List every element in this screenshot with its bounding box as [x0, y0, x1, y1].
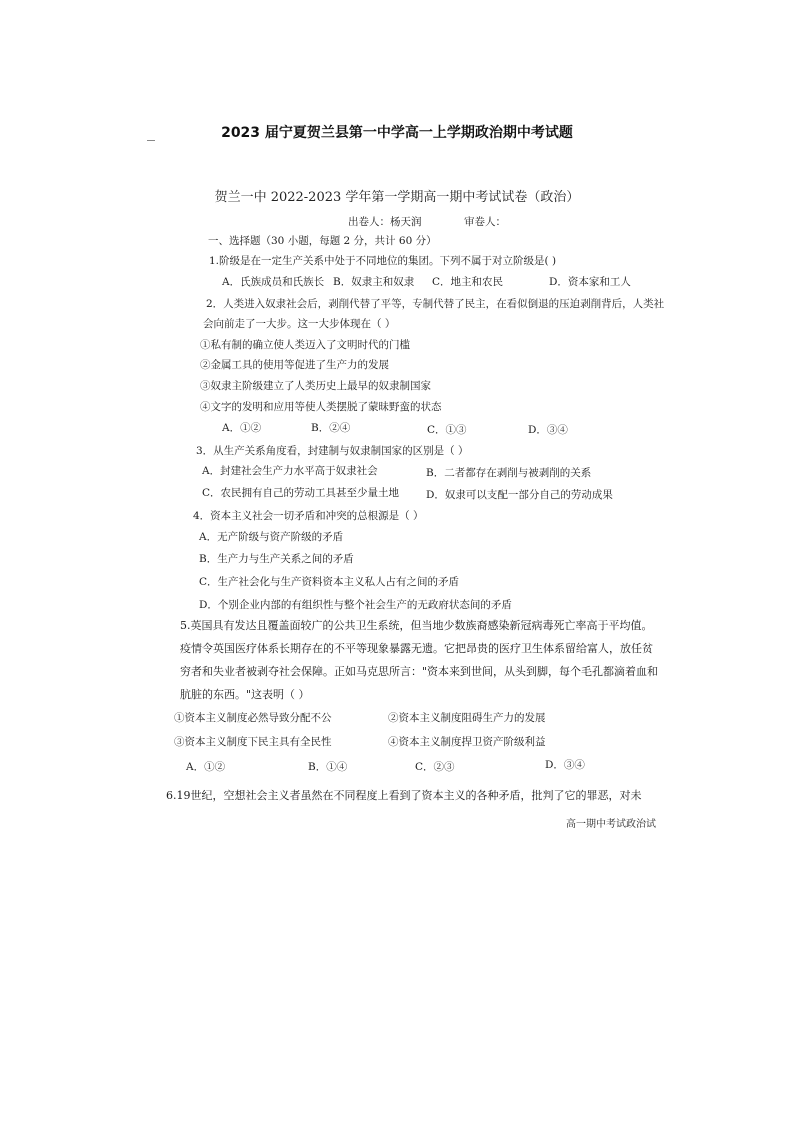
q2-statement-1: ①私有制的确立使人类迈入了文明时代的门槛 [200, 339, 410, 351]
q5-statement-1: ①资本主义制度必然导致分配不公 [174, 712, 332, 724]
q2-option-c: C．①③ [427, 424, 467, 436]
q5-option-d: D．③④ [545, 759, 585, 771]
q2-option-d: D．③④ [528, 424, 568, 436]
question-3-stem: 3．从生产关系角度看，封建制与奴隶制国家的区别是（ ） [196, 445, 469, 457]
section-heading: 一、选择题（30 小题，每题 2 分，共计 60 分） [208, 235, 437, 247]
question-5-stem-line3: 穷者和失业者被剥夺社会保障。正如马克思所言："资本来到世间，从头到脚，每个毛孔都滴着血和 [180, 665, 659, 678]
q4-option-d: D．个别企业内部的有组织性与整个社会生产的无政府状态间的矛盾 [199, 599, 512, 611]
q4-option-b: B．生产力与生产关系之间的矛盾 [199, 553, 354, 565]
q5-option-b: B．①④ [308, 761, 348, 773]
q2-option-a: A．①② [222, 422, 262, 434]
q4-option-a: A．无产阶级与资产阶级的矛盾 [199, 531, 344, 543]
q5-option-c: C．②③ [415, 761, 455, 773]
question-5-stem-line2: 疫情令英国医疗体系长期存在的不平等现象暴露无遗。它把昂贵的医疗卫生体系留给富人，放任贫 [180, 642, 653, 655]
question-4-stem: 4．资本主义社会一切矛盾和冲突的总根源是（ ） [193, 510, 424, 522]
setter-label: 出卷人：杨天润 [348, 216, 422, 228]
q5-statement-2: ②资本主义制度阻碍生产力的发展 [388, 712, 546, 724]
q2-statement-4: ④文字的发明和应用等使人类摆脱了蒙昧野蛮的状态 [200, 401, 442, 413]
reviewer-label: 审卷人： [464, 216, 506, 228]
question-1-stem: 1.阶级是在一定生产关系中处于不同地位的集团。下列不属于对立阶级是( ) [209, 255, 557, 267]
question-5-stem-line4: 肮脏的东西。"这表明（ ） [180, 688, 310, 701]
q3-option-c: C．农民拥有自己的劳动工具甚至少量土地 [202, 487, 400, 499]
q2-statement-3: ③奴隶主阶级建立了人类历史上最早的奴隶制国家 [200, 380, 431, 392]
scan-mark [147, 140, 155, 141]
exam-title: 贺兰一中 2022-2023 学年第一学期高一期中考试试卷（政治） [214, 190, 580, 205]
document-title: 2023 届宁夏贺兰县第一中学高一上学期政治期中考试题 [221, 125, 573, 141]
q3-option-b: B．二者都存在剥削与被剥削的关系 [426, 467, 592, 479]
q4-option-c: C．生产社会化与生产资料资本主义私人占有之间的矛盾 [199, 576, 460, 588]
q1-option-c: C．地主和农民 [432, 276, 504, 288]
question-2-stem-cont: 会向前走了一大步。这一大步体现在（ ） [203, 318, 396, 330]
question-5-stem: 5.英国具有发达且覆盖面较广的公共卫生系统，但当地少数族裔感染新冠病毒死亡率高于平均值。 [180, 619, 653, 632]
page-footer: 高一期中考试政治试 [566, 819, 656, 830]
question-2-stem: 2．人类进入奴隶社会后，剥削代替了平等，专制代替了民主，在看似倒退的压迫剥削背后，人类社 [206, 298, 665, 310]
q2-option-b: B．②④ [311, 422, 351, 434]
q1-option-d: D．资本家和工人 [549, 276, 631, 288]
q1-option-a: A．氏族成员和氏族长 [222, 276, 325, 288]
q5-statement-4: ④资本主义制度捍卫资产阶级利益 [388, 736, 546, 748]
q3-option-d: D．奴隶可以支配一部分自己的劳动成果 [426, 489, 613, 501]
q5-statement-3: ③资本主义制度下民主具有全民性 [174, 736, 332, 748]
q1-option-b: B．奴隶主和奴隶 [333, 276, 415, 288]
q2-statement-2: ②金属工具的使用等促进了生产力的发展 [200, 359, 389, 371]
q5-option-a: A．①② [186, 761, 226, 773]
question-6-stem: 6.19世纪，空想社会主义者虽然在不同程度上看到了资本主义的各种矛盾，批判了它的罪恶，对未 [166, 789, 642, 802]
q3-option-a: A．封建社会生产力水平高于奴隶社会 [202, 465, 378, 477]
